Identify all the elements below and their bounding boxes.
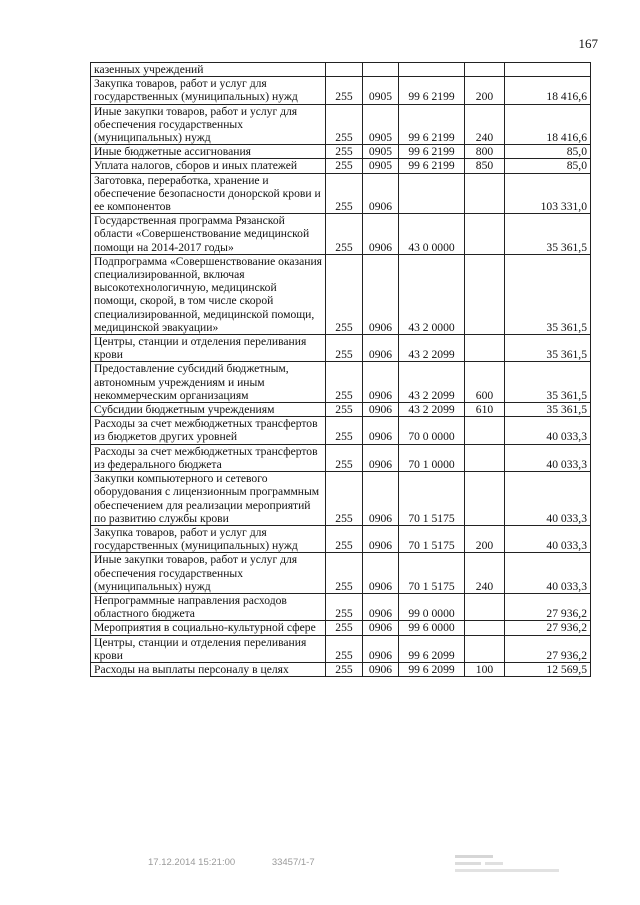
row-ved-code: 255 bbox=[326, 472, 363, 526]
row-expense-type bbox=[465, 621, 505, 635]
row-name: Заготовка, переработка, хранение и обеспечение безопасности донорской крови и ее компонентов bbox=[91, 173, 326, 214]
row-expense-type bbox=[465, 417, 505, 444]
row-expense-type: 240 bbox=[465, 104, 505, 145]
row-section-code: 0906 bbox=[363, 362, 399, 403]
row-ved-code: 255 bbox=[326, 525, 363, 552]
row-expense-type bbox=[465, 63, 505, 77]
row-target-code: 99 6 2199 bbox=[399, 145, 465, 159]
row-name: Закупки компьютерного и сетевого оборудования с лицензионным программным обеспечением для реализации мероприятий по развитию службы крови bbox=[91, 472, 326, 526]
table-row bbox=[91, 173, 591, 214]
row-name: Субсидии бюджетным учреждениям bbox=[91, 403, 326, 417]
row-target-code bbox=[399, 63, 465, 77]
row-ved-code: 255 bbox=[326, 214, 363, 255]
row-ved-code: 255 bbox=[326, 335, 363, 362]
row-target-code: 99 0 0000 bbox=[399, 593, 465, 620]
row-amount: 40 033,3 bbox=[505, 472, 591, 526]
row-ved-code: 255 bbox=[326, 403, 363, 417]
row-ved-code: 255 bbox=[326, 362, 363, 403]
row-amount: 27 936,2 bbox=[505, 635, 591, 662]
row-target-code: 70 1 5175 bbox=[399, 472, 465, 526]
row-name: казенных учреждений bbox=[91, 63, 326, 77]
row-amount: 40 033,3 bbox=[505, 553, 591, 594]
row-name: Уплата налогов, сборов и иных платежей bbox=[91, 159, 326, 173]
row-section-code: 0905 bbox=[363, 104, 399, 145]
row-section-code: 0906 bbox=[363, 635, 399, 662]
table-row bbox=[91, 159, 591, 173]
budget-table bbox=[90, 62, 591, 677]
row-target-code: 43 0 0000 bbox=[399, 214, 465, 255]
row-section-code: 0906 bbox=[363, 335, 399, 362]
row-ved-code: 255 bbox=[326, 104, 363, 145]
row-amount bbox=[505, 63, 591, 77]
row-amount: 18 416,6 bbox=[505, 104, 591, 145]
row-ved-code: 255 bbox=[326, 553, 363, 594]
table-row bbox=[91, 635, 591, 662]
row-amount: 35 361,5 bbox=[505, 362, 591, 403]
row-name: Расходы за счет межбюджетных трансфертов из федерального бюджета bbox=[91, 444, 326, 471]
row-name: Расходы на выплаты персоналу в целях bbox=[91, 662, 326, 676]
row-ved-code: 255 bbox=[326, 77, 363, 104]
row-target-code: 99 6 2099 bbox=[399, 662, 465, 676]
row-amount: 27 936,2 bbox=[505, 621, 591, 635]
row-ved-code: 255 bbox=[326, 444, 363, 471]
row-amount: 85,0 bbox=[505, 159, 591, 173]
table-row bbox=[91, 254, 591, 334]
row-section-code: 0906 bbox=[363, 173, 399, 214]
table-row bbox=[91, 472, 591, 526]
row-section-code: 0906 bbox=[363, 662, 399, 676]
row-ved-code: 255 bbox=[326, 145, 363, 159]
row-ved-code: 255 bbox=[326, 417, 363, 444]
row-target-code: 43 2 0000 bbox=[399, 254, 465, 334]
table-row bbox=[91, 63, 591, 77]
row-name: Иные закупки товаров, работ и услуг для обеспечения государственных (муниципальных) нужд bbox=[91, 553, 326, 594]
row-section-code: 0905 bbox=[363, 145, 399, 159]
row-expense-type: 800 bbox=[465, 145, 505, 159]
document-footer bbox=[148, 857, 349, 868]
row-expense-type: 600 bbox=[465, 362, 505, 403]
row-section-code: 0906 bbox=[363, 444, 399, 471]
footer-document-code: 33457/1-7 bbox=[271, 857, 315, 868]
row-target-code bbox=[399, 173, 465, 214]
row-section-code: 0906 bbox=[363, 403, 399, 417]
table-row bbox=[91, 104, 591, 145]
row-ved-code: 255 bbox=[326, 621, 363, 635]
row-target-code: 99 6 0000 bbox=[399, 621, 465, 635]
row-amount: 40 033,3 bbox=[505, 525, 591, 552]
row-section-code: 0906 bbox=[363, 214, 399, 255]
row-target-code: 99 6 2099 bbox=[399, 635, 465, 662]
row-target-code: 70 0 0000 bbox=[399, 417, 465, 444]
row-name: Государственная программа Рязанской области «Совершенствование медицинской помощи на 2014-2017 годы» bbox=[91, 214, 326, 255]
table-row bbox=[91, 593, 591, 620]
row-name: Закупка товаров, работ и услуг для государственных (муниципальных) нужд bbox=[91, 525, 326, 552]
row-section-code: 0906 bbox=[363, 553, 399, 594]
row-expense-type bbox=[465, 214, 505, 255]
table-row bbox=[91, 417, 591, 444]
row-expense-type: 200 bbox=[465, 525, 505, 552]
table-row bbox=[91, 525, 591, 552]
row-expense-type: 240 bbox=[465, 553, 505, 594]
row-ved-code: 255 bbox=[326, 662, 363, 676]
row-amount: 40 033,3 bbox=[505, 444, 591, 471]
table-row bbox=[91, 662, 591, 676]
row-expense-type bbox=[465, 444, 505, 471]
row-name: Расходы за счет межбюджетных трансфертов из бюджетов других уровней bbox=[91, 417, 326, 444]
row-expense-type: 100 bbox=[465, 662, 505, 676]
table-row bbox=[91, 214, 591, 255]
row-ved-code: 255 bbox=[326, 159, 363, 173]
row-section-code: 0905 bbox=[363, 159, 399, 173]
row-expense-type bbox=[465, 635, 505, 662]
row-amount: 35 361,5 bbox=[505, 403, 591, 417]
row-amount: 103 331,0 bbox=[505, 173, 591, 214]
row-section-code: 0906 bbox=[363, 254, 399, 334]
row-expense-type bbox=[465, 472, 505, 526]
row-amount: 35 361,5 bbox=[505, 335, 591, 362]
row-name: Закупка товаров, работ и услуг для государственных (муниципальных) нужд bbox=[91, 77, 326, 104]
row-target-code: 99 6 2199 bbox=[399, 77, 465, 104]
row-name: Иные бюджетные ассигнования bbox=[91, 145, 326, 159]
row-name: Центры, станции и отделения переливания крови bbox=[91, 335, 326, 362]
table-row bbox=[91, 335, 591, 362]
row-section-code bbox=[363, 63, 399, 77]
row-amount: 12 569,5 bbox=[505, 662, 591, 676]
row-target-code: 43 2 2099 bbox=[399, 335, 465, 362]
table-row bbox=[91, 362, 591, 403]
row-amount: 35 361,5 bbox=[505, 254, 591, 334]
row-expense-type bbox=[465, 593, 505, 620]
row-section-code: 0905 bbox=[363, 77, 399, 104]
row-amount: 35 361,5 bbox=[505, 214, 591, 255]
row-ved-code: 255 bbox=[326, 635, 363, 662]
row-target-code: 43 2 2099 bbox=[399, 403, 465, 417]
row-target-code: 43 2 2099 bbox=[399, 362, 465, 403]
row-section-code: 0906 bbox=[363, 472, 399, 526]
row-ved-code bbox=[326, 63, 363, 77]
stamp-mark bbox=[455, 852, 565, 874]
row-amount: 18 416,6 bbox=[505, 77, 591, 104]
row-section-code: 0906 bbox=[363, 621, 399, 635]
row-name: Предоставление субсидий бюджетным, автономным учреждениям и иным некоммерческим организациям bbox=[91, 362, 326, 403]
faint-stamp bbox=[455, 852, 565, 877]
row-section-code: 0906 bbox=[363, 417, 399, 444]
table-row bbox=[91, 145, 591, 159]
budget-table-body bbox=[91, 63, 591, 677]
row-target-code: 99 6 2199 bbox=[399, 159, 465, 173]
table-row bbox=[91, 444, 591, 471]
row-expense-type: 610 bbox=[465, 403, 505, 417]
row-ved-code: 255 bbox=[326, 593, 363, 620]
row-ved-code: 255 bbox=[326, 254, 363, 334]
row-target-code: 70 1 0000 bbox=[399, 444, 465, 471]
row-amount: 40 033,3 bbox=[505, 417, 591, 444]
row-name: Мероприятия в социально-культурной сфере bbox=[91, 621, 326, 635]
table-row bbox=[91, 403, 591, 417]
row-target-code: 99 6 2199 bbox=[399, 104, 465, 145]
row-amount: 85,0 bbox=[505, 145, 591, 159]
row-expense-type bbox=[465, 173, 505, 214]
row-name: Непрограммные направления расходов областного бюджета bbox=[91, 593, 326, 620]
row-section-code: 0906 bbox=[363, 593, 399, 620]
row-target-code: 70 1 5175 bbox=[399, 553, 465, 594]
row-section-code: 0906 bbox=[363, 525, 399, 552]
table-row bbox=[91, 621, 591, 635]
footer-datetime: 17.12.2014 15:21:00 bbox=[148, 857, 236, 868]
table-row bbox=[91, 77, 591, 104]
page-number: 167 bbox=[578, 36, 598, 51]
row-expense-type bbox=[465, 254, 505, 334]
table-row bbox=[91, 553, 591, 594]
row-amount: 27 936,2 bbox=[505, 593, 591, 620]
row-expense-type bbox=[465, 335, 505, 362]
row-name: Иные закупки товаров, работ и услуг для обеспечения государственных (муниципальных) нужд bbox=[91, 104, 326, 145]
row-expense-type: 850 bbox=[465, 159, 505, 173]
row-expense-type: 200 bbox=[465, 77, 505, 104]
row-name: Подпрограмма «Совершенствование оказания специализированной, включая высокотехнологичную, медицинской помощи, скорой, в том числе скорой специализированной, медицинской помощи, медицинской эвакуации» bbox=[91, 254, 326, 334]
row-ved-code: 255 bbox=[326, 173, 363, 214]
row-target-code: 70 1 5175 bbox=[399, 525, 465, 552]
row-name: Центры, станции и отделения переливания крови bbox=[91, 635, 326, 662]
